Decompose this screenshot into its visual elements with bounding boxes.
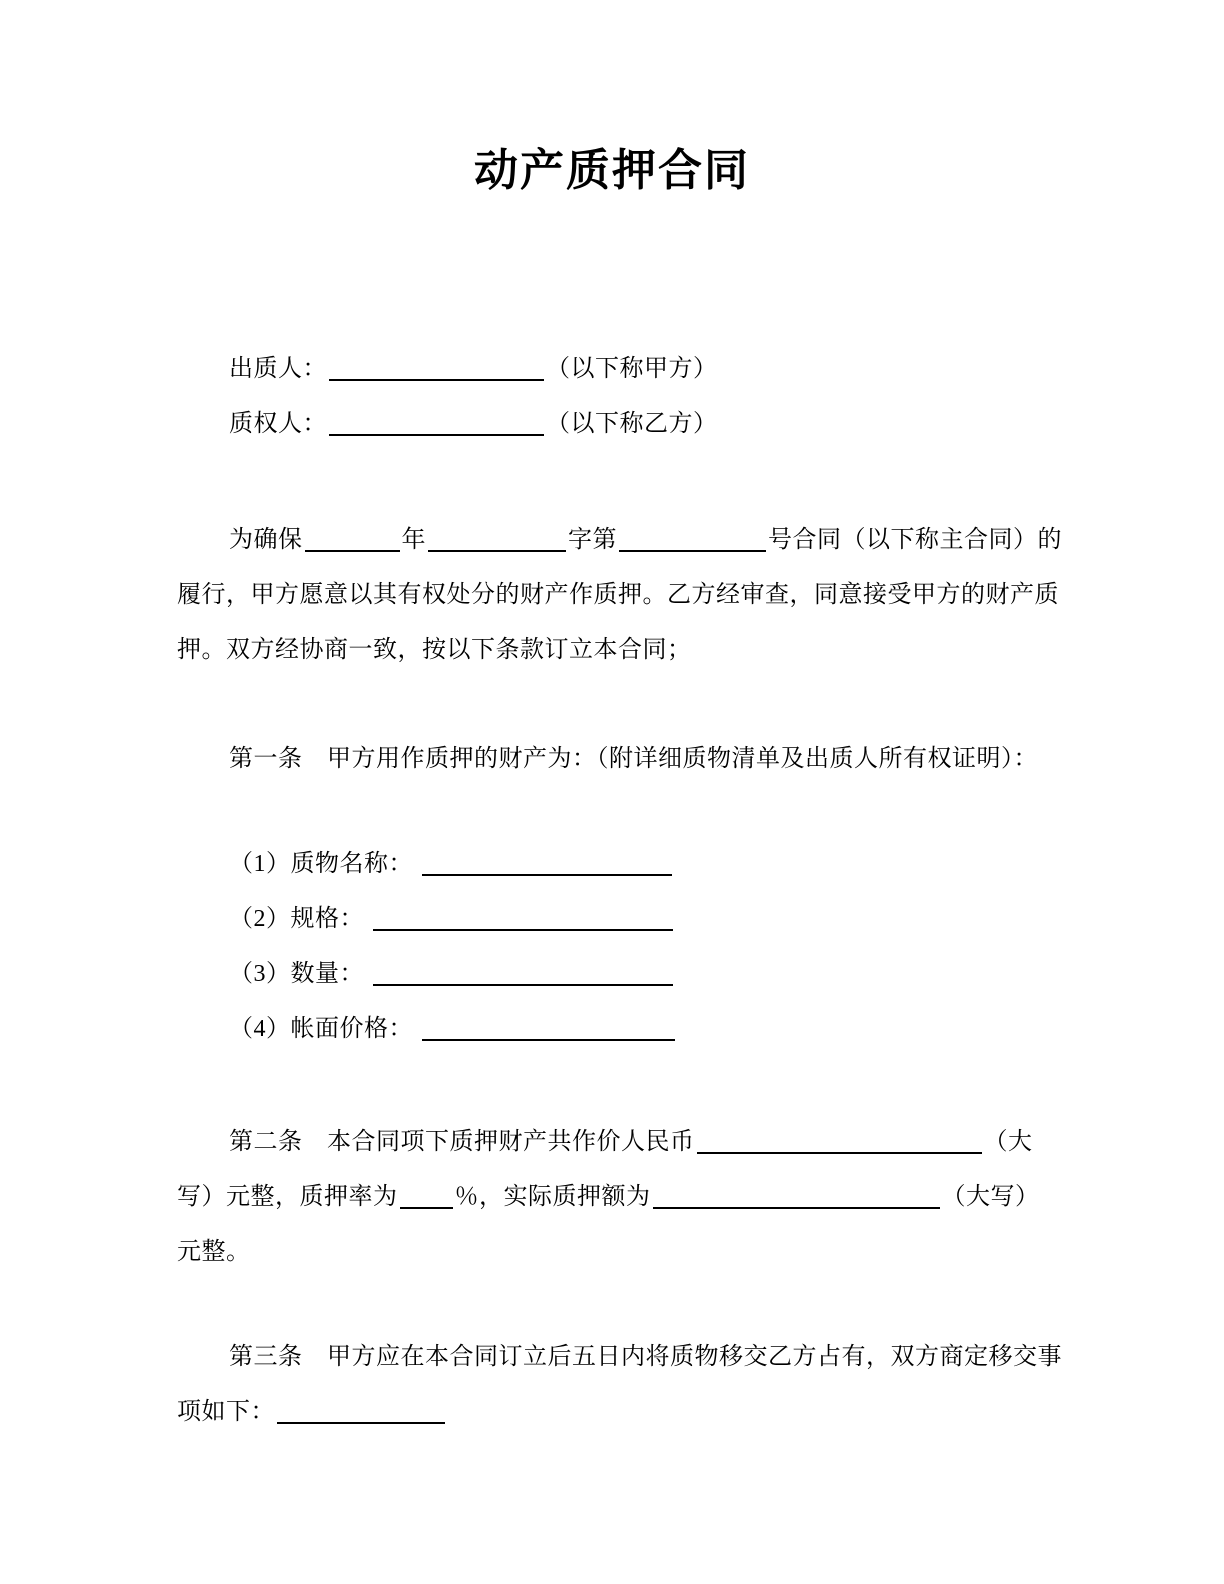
text-segment: 押。双方经协商一致，按以下条款订立本合同； — [177, 637, 692, 663]
text-segment: （4）帐面价格： — [229, 1016, 420, 1042]
text-segment: 第三条 甲方应在本合同订立后五日内将质物移交乙方占有，双方商定移交事 — [229, 1344, 1062, 1370]
text-segment: 第二条 本合同项下质押财产共作价人民币 — [229, 1129, 695, 1155]
article-3 — [177, 1330, 1062, 1440]
text-segment: 号合同（以下称主合同）的 — [768, 527, 1062, 553]
text-segment: 第一条 甲方用作质押的财产为：（附详细质物清单及出质人所有权证明）： — [229, 746, 1038, 772]
text-segment: （以下称乙方） — [546, 411, 718, 437]
text-segment: （大 — [983, 1129, 1033, 1155]
blank-field — [422, 1039, 675, 1041]
article-1 — [177, 732, 1062, 787]
blank-field — [277, 1422, 445, 1424]
parties-block-line-1 — [177, 342, 1062, 397]
text-segment: 履行，甲方愿意以其有权处分的财产作质押。乙方经审查，同意接受甲方的财产质 — [177, 582, 1059, 608]
text-segment: （1）质物名称： — [229, 851, 420, 877]
text-segment: 写）元整，质押率为 — [177, 1184, 398, 1210]
blank-field — [697, 1152, 982, 1154]
text-segment: （以下称甲方） — [546, 356, 718, 382]
blank-field — [619, 550, 766, 552]
blank-field — [653, 1207, 940, 1209]
text-segment: 出质人： — [229, 356, 327, 382]
blank-field — [329, 434, 544, 436]
text-segment: 字第 — [568, 527, 617, 553]
blank-field — [400, 1207, 453, 1209]
pledged-property-items — [177, 837, 1062, 1057]
text-segment: 年 — [401, 527, 426, 553]
blank-field — [428, 550, 566, 552]
article-2-line-2 — [177, 1170, 1062, 1225]
blank-field — [373, 984, 673, 986]
parties-block — [177, 342, 1062, 452]
preamble-paragraph — [177, 513, 1062, 678]
text-segment: 为确保 — [229, 527, 303, 553]
article-3-line-2 — [177, 1385, 1062, 1440]
blank-field — [422, 874, 672, 876]
text-segment: （3）数量： — [229, 961, 371, 987]
blank-field — [329, 379, 544, 381]
pledged-property-items-line-2 — [177, 892, 1062, 947]
parties-block-line-2 — [177, 397, 1062, 452]
blank-field — [305, 550, 400, 552]
article-1-line-1 — [177, 732, 1062, 787]
text-segment: （2）规格： — [229, 906, 371, 932]
text-segment: （大写） — [941, 1184, 1040, 1210]
article-2-line-1 — [177, 1115, 1062, 1170]
pledged-property-items-line-4 — [177, 1002, 1062, 1057]
text-segment: 质权人： — [229, 411, 327, 437]
article-2 — [177, 1115, 1062, 1280]
preamble-paragraph-line-3 — [177, 623, 1062, 678]
text-segment: 元整。 — [177, 1239, 251, 1265]
pledged-property-items-line-1 — [177, 837, 1062, 892]
contract-body — [177, 342, 1062, 1440]
article-3-line-1 — [177, 1330, 1062, 1385]
text-segment: 项如下： — [177, 1399, 275, 1425]
article-2-line-3 — [177, 1225, 1062, 1280]
blank-field — [373, 929, 673, 931]
text-segment: ％，实际质押额为 — [454, 1184, 651, 1210]
document-title: 动产质押合同 — [474, 146, 750, 195]
preamble-paragraph-line-2 — [177, 568, 1062, 623]
preamble-paragraph-line-1 — [177, 513, 1062, 568]
pledged-property-items-line-3 — [177, 947, 1062, 1002]
